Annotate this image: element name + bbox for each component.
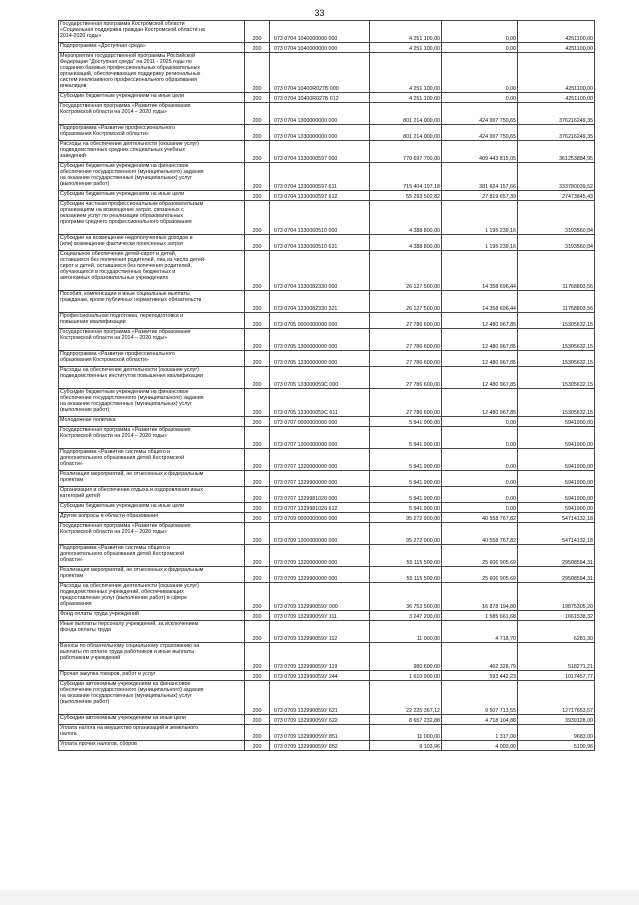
row-remainder: 15305632,15 [518,313,595,329]
row-executed: 1 195 239,16 [442,201,518,235]
row-executed: 40 558 767,82 [442,523,518,545]
table-row [59,523,595,545]
row-remainder: 3193560,84 [518,235,595,251]
row-remainder: 5941900,00 [518,487,595,503]
table-row [59,449,595,471]
row-executed: 0,00 [442,471,518,487]
row-approved: 26 127 500,00 [370,291,442,313]
row-executed: 25 606 905,69 [442,545,518,567]
row-code: 073 0704 1300000000 000 [270,103,370,125]
row-executed: 25 606 905,69 [442,567,518,583]
row-executed: 593 442,23 [442,671,518,681]
row-code: 073 0707 0000000000 000 [270,417,370,427]
row-approved: 8 657 232,88 [370,715,442,725]
row-code: 073 0709 1329900000 000 [270,567,370,583]
row-approved: 5 941 900,00 [370,503,442,513]
row-executed: 14 358 696,44 [442,251,518,291]
row-executed: 1 317,00 [442,725,518,741]
row-remainder: 4251100,00 [518,21,595,43]
table-row [59,681,595,715]
row-approved: 36 753 500,00 [370,583,442,611]
row-kvr: 200 [245,503,270,513]
row-code: 073 0707 1329981020 000 [270,487,370,503]
row-remainder: 29508594,31 [518,567,595,583]
row-kvr: 200 [245,125,270,141]
row-approved: 27 786 600,00 [370,367,442,389]
row-executed: 0,00 [442,43,518,53]
row-approved: 5 941 900,00 [370,487,442,503]
row-executed: 0,00 [442,417,518,427]
row-name: Подпрограмма «Развитие профессионального образования Костромской области» [59,351,245,367]
row-approved: 715 404 197,18 [370,163,442,191]
row-executed: 0,00 [442,53,518,93]
row-kvr: 200 [245,291,270,313]
row-name: Субсидии частным профессиональным образовательным организациям на возмещение затрат, связанных с оказанием услуг по реализации образовательных программ среднего профессионального образования [59,201,245,235]
table-row [59,741,595,751]
row-approved: 27 786 600,00 [370,313,442,329]
row-code: 073 0709 132990059У 000 [270,583,370,611]
row-executed: 4 003,00 [442,741,518,751]
row-code: 073 0707 1329981020 612 [270,503,370,513]
table-row [59,725,595,741]
row-remainder: 333780039,52 [518,163,595,191]
row-kvr: 200 [245,329,270,351]
row-executed: 1 585 661,68 [442,611,518,621]
row-executed: 12 480 967,85 [442,329,518,351]
table-row [59,125,595,141]
row-kvr: 200 [245,235,270,251]
table-row [59,567,595,583]
row-code: 073 0709 1320000000 000 [270,545,370,567]
row-remainder: 5941900,00 [518,449,595,471]
table-row [59,313,595,329]
row-approved: 4 251 100,00 [370,93,442,103]
row-remainder: 12717653,57 [518,681,595,715]
row-kvr: 200 [245,567,270,583]
row-approved: 4 251 100,00 [370,21,442,43]
table-row [59,427,595,449]
table-row [59,671,595,681]
row-code: 073 0704 1040000000 000 [270,21,370,43]
row-approved: 801 214 000,00 [370,125,442,141]
row-remainder: 1017457,77 [518,671,595,681]
row-executed: 0,00 [442,487,518,503]
row-code: 073 0704 1040000000 000 [270,43,370,53]
row-approved: 95 272 900,00 [370,513,442,523]
row-remainder: 19875305,20 [518,583,595,611]
row-kvr: 200 [245,93,270,103]
row-kvr: 200 [245,621,270,643]
row-name: Субсидии бюджетным учреждениям на финансовое обеспечение государственного (муниципального) задания на оказание государственных (муниципальных) услуг (выполнение работ) [59,389,245,417]
row-approved: 5 941 900,00 [370,427,442,449]
row-kvr: 200 [245,715,270,725]
row-name: Государственная программа «Развитие образования Костромской области на 2014 – 2020 годы» [59,523,245,545]
row-executed: 27 819 657,39 [442,191,518,201]
row-code: 073 0709 0000000000 000 [270,513,370,523]
row-name: Субсидии на возмещение недополученных доходов и (или) возмещение фактически понесенных затрат [59,235,245,251]
row-approved: 5 941 900,00 [370,471,442,487]
row-code: 073 0705 133000059С 000 [270,367,370,389]
row-name: Социальное обеспечение детей-сирот и детей, оставшихся без попечения родителей, лиц из числа детей- сирот и детей, оставшихся без попечения родителей, обучающихся в государственных бюджетных и автономных образовательных учреждениях [59,251,245,291]
row-remainder: 15305632,15 [518,351,595,367]
row-kvr: 200 [245,141,270,163]
row-name: Уплата прочих налогов, сборов [59,741,245,751]
row-name: Уплата налога на имущество организаций и земельного налога [59,725,245,741]
row-executed: 0,00 [442,449,518,471]
row-code: 073 0704 10400R027Б 612 [270,93,370,103]
row-name: Иные выплаты персоналу учреждений, за исключением фонда оплаты труда [59,621,245,643]
row-code: 073 0704 1330000000 000 [270,125,370,141]
row-name: Расходы на обеспечение деятельности (оказание услуг) подведомственных средних специальных учебных заведений [59,141,245,163]
row-kvr: 200 [245,53,270,93]
row-executed: 0,00 [442,427,518,449]
row-executed: 424 997 750,65 [442,125,518,141]
row-approved: 4 388 800,00 [370,235,442,251]
row-remainder: 9683,00 [518,725,595,741]
row-executed: 12 480 967,85 [442,389,518,417]
row-kvr: 200 [245,681,270,715]
row-name: Расходы на обеспечение деятельности (оказание услуг) подведомственных учреждений, обеспечивающих предоставление услуг (выполнение работ) в сфере образования [59,583,245,611]
row-name: Взносы по обязательному социальному страхованию на выплаты по оплате труда работников и иные выплаты работникам учреждений [59,643,245,671]
row-approved: 5 941 900,00 [370,417,442,427]
row-remainder: 4251100,00 [518,93,595,103]
row-approved: 55 293 502,82 [370,191,442,201]
row-code: 073 0705 0000000000 000 [270,313,370,329]
table-row [59,53,595,93]
row-name: Субсидии бюджетным учреждениям на иные цели [59,93,245,103]
row-kvr: 200 [245,417,270,427]
row-name: Государственная программа Костромской области «Социальная поддержка граждан Костромской области на 2014-2020 годы» [59,21,245,43]
row-approved: 11 000,00 [370,621,442,643]
row-kvr: 200 [245,513,270,523]
row-kvr: 200 [245,427,270,449]
row-name: Государственная программа «Развитие образования Костромской области на 2014 – 2020 годы» [59,427,245,449]
row-code: 073 0709 132990059У 111 [270,611,370,621]
row-kvr: 200 [245,741,270,751]
row-kvr: 200 [245,471,270,487]
row-approved: 4 251 100,00 [370,53,442,93]
table-row [59,503,595,513]
budget-table [58,20,595,751]
row-remainder: 5941900,00 [518,427,595,449]
row-remainder: 15305632,15 [518,389,595,417]
row-name: Государственная программа «Развитие образования Костромской области на 2014 – 2020 годы» [59,329,245,351]
row-code: 073 0709 1300000000 000 [270,523,370,545]
row-remainder: 361253884,95 [518,141,595,163]
row-code: 073 0709 132990059У 244 [270,671,370,681]
row-remainder: 376216249,35 [518,125,595,141]
row-code: 073 0709 132990059У 119 [270,643,370,671]
row-remainder: 3939128,00 [518,715,595,725]
row-kvr: 200 [245,21,270,43]
row-name: Реализация мероприятий, не отнесенных к федеральным проектам [59,567,245,583]
row-executed: 12 480 967,85 [442,313,518,329]
row-code: 073 0704 1330000597 612 [270,191,370,201]
row-remainder: 518271,21 [518,643,595,671]
row-name: Подпрограмма «Развитие системы общего и дополнительного образования детей Костромской области» [59,545,245,567]
row-kvr: 200 [245,725,270,741]
table-row [59,141,595,163]
row-kvr: 200 [245,43,270,53]
table-row [59,417,595,427]
table-row [59,251,595,291]
row-remainder: 4251100,00 [518,53,595,93]
table-row [59,367,595,389]
table-row [59,103,595,125]
row-executed: 12 480 967,85 [442,351,518,367]
row-remainder: 54714132,18 [518,523,595,545]
table-row [59,583,595,611]
row-remainder: 11768803,56 [518,251,595,291]
row-approved: 3 247 200,00 [370,611,442,621]
row-code: 073 0709 132990059У 112 [270,621,370,643]
row-approved: 26 127 500,00 [370,251,442,291]
row-name: Подпрограмма «Доступная среда» [59,43,245,53]
row-remainder: 5100,96 [518,741,595,751]
row-executed: 381 624 157,66 [442,163,518,191]
table-row [59,329,595,351]
row-name: Субсидии автономным учреждениям на иные цели [59,715,245,725]
row-name: Реализация мероприятий, не отнесенных к федеральным проектам [59,471,245,487]
table-row [59,389,595,417]
table-row [59,21,595,43]
row-name: Другие вопросы в области образования [59,513,245,523]
row-executed: 40 558 767,82 [442,513,518,523]
row-code: 073 0707 1329900000 000 [270,471,370,487]
table-row [59,235,595,251]
row-executed: 0,00 [442,93,518,103]
row-name: Молодежная политика [59,417,245,427]
row-code: 073 0704 1330060510 000 [270,201,370,235]
row-executed: 16 878 194,80 [442,583,518,611]
row-name: Субсидии бюджетным учреждениям на иные цели [59,191,245,201]
row-remainder: 15305632,15 [518,367,595,389]
row-remainder: 54714132,18 [518,513,595,523]
row-code: 073 0704 10400R027Б 000 [270,53,370,93]
row-code: 073 0704 1330000597 000 [270,141,370,163]
row-remainder: 5941900,00 [518,471,595,487]
table-row [59,545,595,567]
row-executed: 0,00 [442,21,518,43]
row-name: Субсидии автономным учреждениям на финансовое обеспечение государственного (муниципального) задания на оказание государственных (муниципальных) услуг (выполнение работ) [59,681,245,715]
row-kvr: 200 [245,449,270,471]
row-kvr: 200 [245,201,270,235]
row-remainder: 3193560,84 [518,201,595,235]
table-row [59,513,595,523]
row-remainder: 376216249,35 [518,103,595,125]
row-executed: 14 358 696,44 [442,291,518,313]
row-name: Организация и обеспечение отдыха и оздоровления иных категорий детей [59,487,245,503]
row-kvr: 200 [245,163,270,191]
row-approved: 27 786 600,00 [370,351,442,367]
row-approved: 980 600,00 [370,643,442,671]
row-approved: 1 610 900,00 [370,671,442,681]
table-row [59,163,595,191]
row-remainder: 29508594,31 [518,545,595,567]
row-executed: 12 480 967,85 [442,367,518,389]
row-remainder: 27473845,43 [518,191,595,201]
row-code: 073 0705 1300000000 000 [270,329,370,351]
row-name: Фонд оплаты труда учреждений [59,611,245,621]
row-kvr: 200 [245,191,270,201]
row-approved: 4 388 800,00 [370,201,442,235]
row-remainder: 5941900,00 [518,503,595,513]
table-row [59,471,595,487]
row-code: 073 0709 132990059У 851 [270,725,370,741]
row-code: 073 0705 133000059С 611 [270,389,370,417]
table-row [59,201,595,235]
table-row [59,191,595,201]
table-row [59,621,595,643]
table-row [59,291,595,313]
page-number: 33 [314,8,325,18]
row-name: Государственная программа «Развитие образования Костромской области на 2014 – 2020 годы» [59,103,245,125]
row-executed: 462 328,79 [442,643,518,671]
row-remainder: 6281,30 [518,621,595,643]
row-kvr: 200 [245,643,270,671]
row-executed: 4 718 104,88 [442,715,518,725]
row-approved: 27 786 600,00 [370,389,442,417]
row-name: Мероприятия государственной программы Российской Федерации "Доступная среда" на 2011 - 2025 годы по созданию базовых профессиональных образовательных организаций, обеспечивающих поддержку региональных систем инклюзивного профессионального образования инвалидов [59,53,245,93]
row-approved: 770 697 700,00 [370,141,442,163]
row-kvr: 200 [245,351,270,367]
row-kvr: 200 [245,611,270,621]
table-row [59,643,595,671]
row-kvr: 200 [245,103,270,125]
table-row [59,715,595,725]
row-executed: 1 195 239,16 [442,235,518,251]
row-approved: 55 115 500,00 [370,567,442,583]
row-executed: 0,00 [442,503,518,513]
row-kvr: 200 [245,389,270,417]
row-name: Субсидии бюджетным учреждениям на финансовое обеспечение государственного (муниципального) задания на оказание государственных (муниципальных) услуг (выполнение работ) [59,163,245,191]
row-code: 073 0705 1330000000 000 [270,351,370,367]
row-name: Профессиональная подготовка, переподготовка и повышение квалификации [59,313,245,329]
row-code: 073 0704 1330000597 611 [270,163,370,191]
table-row [59,351,595,367]
row-remainder: 1661538,32 [518,611,595,621]
row-name: Подпрограмма «Развитие системы общего и дополнительного образования детей Костромской области» [59,449,245,471]
bottom-margin-band [0,890,639,905]
row-approved: 55 115 500,00 [370,545,442,567]
row-executed: 424 997 750,65 [442,103,518,125]
row-name: Прочая закупка товаров, работ и услуг [59,671,245,681]
row-code: 073 0704 1330060510 631 [270,235,370,251]
row-approved: 5 941 900,00 [370,449,442,471]
row-executed: 409 443 815,05 [442,141,518,163]
row-kvr: 200 [245,583,270,611]
row-remainder: 5941900,00 [518,417,595,427]
row-approved: 801 214 000,00 [370,103,442,125]
table-row [59,43,595,53]
row-name: Расходы на обеспечение деятельности (оказание услуг) подведомственных институтов повышения квалификации [59,367,245,389]
row-kvr: 200 [245,545,270,567]
row-kvr: 200 [245,523,270,545]
row-approved: 27 786 600,00 [370,329,442,351]
row-approved: 11 000,00 [370,725,442,741]
row-approved: 4 251 100,00 [370,43,442,53]
row-code: 073 0704 1330082330 000 [270,251,370,291]
row-kvr: 200 [245,487,270,503]
row-executed: 4 718,70 [442,621,518,643]
table-row [59,93,595,103]
row-code: 073 0707 1320000000 000 [270,449,370,471]
row-name: Субсидии бюджетным учреждениям на иные цели [59,503,245,513]
row-executed: 9 507 713,55 [442,681,518,715]
row-code: 073 0709 132990059У 852 [270,741,370,751]
row-remainder: 4251100,00 [518,43,595,53]
row-approved: 95 272 900,00 [370,523,442,545]
row-kvr: 200 [245,251,270,291]
row-code: 073 0709 132990059У 621 [270,681,370,715]
row-kvr: 200 [245,671,270,681]
row-remainder: 11768803,56 [518,291,595,313]
table-row [59,611,595,621]
row-approved: 9 103,96 [370,741,442,751]
row-kvr: 200 [245,313,270,329]
row-code: 073 0707 1300000000 000 [270,427,370,449]
row-name: Подпрограмма «Развитие профессионального образования Костромской области» [59,125,245,141]
row-remainder: 15305632,15 [518,329,595,351]
row-kvr: 200 [245,367,270,389]
row-name: Пособия, компенсации и иные социальные выплаты гражданам, кроме публичных нормативных обязательств [59,291,245,313]
table-row [59,487,595,503]
row-code: 073 0709 132990059У 622 [270,715,370,725]
row-code: 073 0704 1330082330 321 [270,291,370,313]
row-approved: 22 225 367,12 [370,681,442,715]
